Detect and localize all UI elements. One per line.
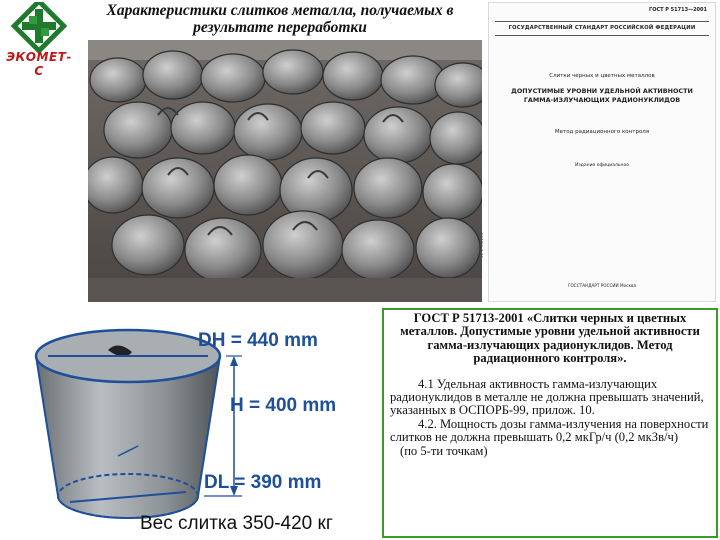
height-label: H = 400 mm (230, 395, 337, 416)
top-diameter-label: DH = 440 mm (198, 330, 318, 351)
divider (495, 21, 709, 22)
logo-text: ЭКОМЕТ-С (6, 50, 72, 78)
doc-title: Слитки черных и цветных металлов (549, 73, 655, 79)
divider (495, 35, 709, 36)
page-title: Характеристики слитков металла, получаемых в результате переработки (106, 2, 454, 36)
doc-official: Издание официальное (575, 163, 629, 168)
gost-heading: ГОСТ Р 51713-2001 «Слитки черных и цветных металлов. Допустимые уровни удельной активности гамма-излучающих радионуклидов. Метод радиационного контроля». (400, 311, 700, 366)
gost-requirements-box (382, 308, 718, 538)
doc-number: ГОСТ Р 51713—2001 (649, 7, 707, 13)
doc-main-title: ДОПУСТИМЫЕ УРОВНИ УДЕЛЬНОЙ АКТИВНОСТИ ГАММА-ИЗЛУЧАЮЩИХ РАДИОНУКЛИДОВ (511, 87, 693, 104)
bottom-diameter-label: DL = 390 mm (204, 472, 322, 493)
doc-side-code: 51 1–96/198 (478, 233, 484, 258)
doc-publisher: ГОССТАНДАРТ РОССИИ Москва (567, 283, 637, 288)
ingot-pile-photo (88, 40, 482, 302)
doc-standard: ГОСУДАРСТВЕННЫЙ СТАНДАРТ РОССИЙСКОЙ ФЕДЕРАЦИИ (508, 25, 696, 31)
gost-body (390, 378, 710, 458)
doc-method: Метод радиационного контроля (554, 129, 650, 135)
gost-document-cover (478, 2, 716, 302)
requirement-note: (по 5-ти точкам) (400, 443, 488, 458)
ingot-weight: Вес слитка 350-420 кг (140, 513, 333, 534)
requirement-4-1: 4.1 Удельная активность гамма-излучающих радионуклидов в металле не должна превышать значений, указанных в ОСПОРБ-99, прилож. 10. (390, 376, 704, 418)
ingot-diagram (8, 316, 356, 538)
requirement-4-2: 4.2. Мощность дозы гамма-излучения на поверхности слитков не должна превышать 0,2 мкГр/ч (0,2 мкЗв/ч) (390, 416, 709, 445)
